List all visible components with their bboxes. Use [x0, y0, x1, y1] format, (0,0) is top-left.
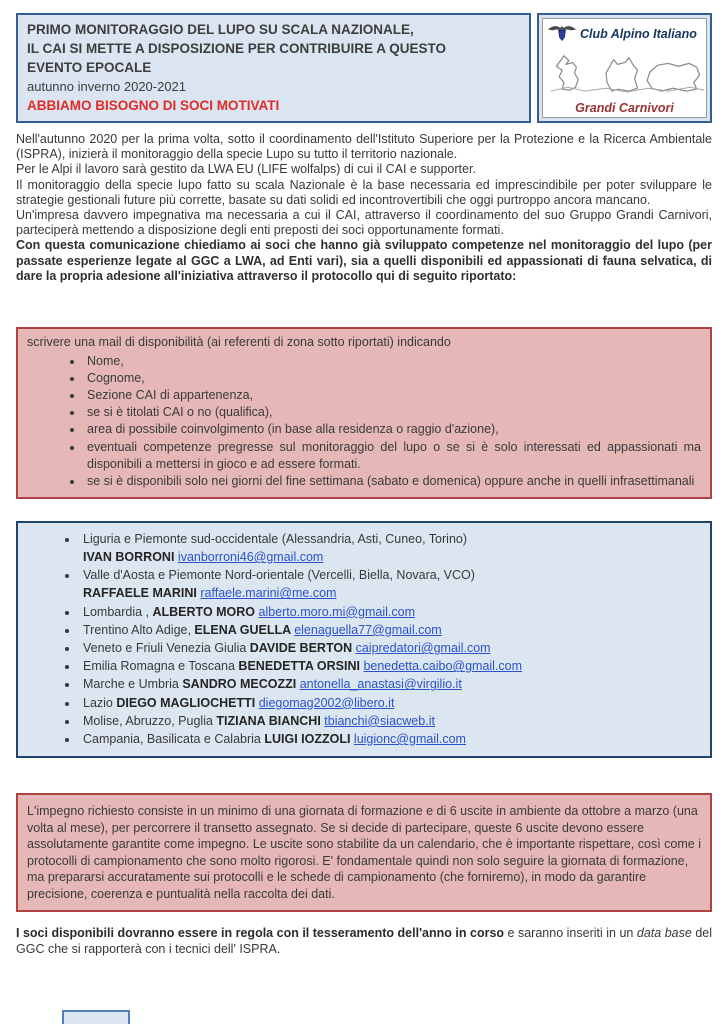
commitment-text: L'impegno richiesto consiste in un minimo di una giornata di formazione e di 6 uscite in ambiente da ottobre a marzo (una volta al mese), per percorrere il transetto assegnato. Se si decide di partecipare, queste 6 uscite devono essere assolutamente garantite come impegno. Le uscite sono stabilite da un calendario, che è importante rispettare, così come i protocolli di campionamento che sono molto rigorosi. E' fondamentale quindi non solo seguire la giornata di formazione, ma prepararsi accuratamente sui protocolli e le schede di campionamento (che forniremo), in modo da garantire precisione, coerenza e puntualità nella raccolta dei dati.: [27, 804, 701, 901]
footer-italic-text: data base: [636, 926, 692, 941]
logo-group-name: Grandi Carnivori: [575, 101, 674, 115]
intro-paragraph-1: Nell'autunno 2020 per la prima volta, sotto il coordinamento dell'Istituto Superiore per la Protezione e la Ricerca Ambientale (ISPRA), inizierà il monitoraggio della specie Lupo su tutto il territorio nazionale.: [16, 132, 712, 162]
contact-region: Marche e Umbria: [83, 677, 183, 692]
contact-name: LUIGI IOZZOLI: [264, 732, 354, 747]
contact-item: [79, 712, 701, 730]
title-box: [16, 13, 531, 123]
contact-item: [79, 730, 701, 748]
contacts-list: [27, 530, 701, 748]
contact-item: [79, 675, 701, 693]
cai-logo: [542, 18, 707, 118]
title-line-3: EVENTO EPOCALE: [27, 60, 152, 75]
contact-region: Lazio: [83, 695, 117, 710]
protocol-item: • se si è disponibili solo nei giorni del fine settimana (sabato e domenica) oppure anche in quelli infrasettimanali: [84, 473, 701, 490]
protocol-item: • eventuali competenze pregresse sul monitoraggio del lupo o se si è solo interessati ed appassionati ma disponibili a mettersi in gioco e ad essere formati.: [84, 439, 701, 473]
contacts-box: [16, 521, 712, 758]
contact-name: SANDRO MECOZZI: [182, 677, 300, 692]
cai-eagle-icon: [547, 22, 577, 45]
contact-item: [79, 639, 701, 657]
intro-paragraph-4: Un'impresa davvero impegnativa ma necessaria a cui il CAI, attraverso il coordinamento del suo Gruppo Grandi Carnivori, parteciperà mettendo a disposizione degli enti preposti dei soci opportunamente formati.: [16, 208, 712, 238]
intro-paragraph-2: Per le Alpi il lavoro sarà gestito da LWA EU (LIFE wolfalps) di cui il CAI e supporter.: [16, 162, 476, 177]
protocol-item: • Sezione CAI di appartenenza,: [84, 387, 701, 404]
contact-region: Lombardia ,: [83, 604, 153, 619]
header-row: [16, 13, 712, 123]
contact-name: ELENA GUELLA: [194, 622, 295, 637]
contact-name: TIZIANA BIANCHI: [216, 713, 325, 728]
contact-item: [79, 621, 701, 639]
contact-region: Liguria e Piemonte sud-occidentale (Alessandria, Asti, Cuneo, Torino): [83, 531, 468, 546]
contact-email-link[interactable]: alberto.moro.mi@gmail.com: [258, 604, 415, 619]
contact-item: [79, 603, 701, 621]
footer-bold-text: I soci disponibili dovranno essere in regola con il tesseramento dell'anno in corso: [16, 926, 505, 941]
protocol-item: • Nome,: [84, 353, 701, 370]
title-line-2: IL CAI SI METTE A DISPOSIZIONE PER CONTRIBUIRE A QUESTO: [27, 41, 447, 56]
protocol-box: [16, 327, 712, 499]
contact-region: Campania, Basilicata e Calabria: [83, 732, 265, 747]
contact-name: ALBERTO MORO: [152, 604, 259, 619]
protocol-item: • Cognome,: [84, 370, 701, 387]
logo-org-name: Club Alpino Italiano: [580, 26, 697, 41]
contact-region: Trentino Alto Adige,: [83, 622, 195, 637]
alert-text: ABBIAMO BISOGNO DI SOCI MOTIVATI: [27, 98, 280, 113]
protocol-item: • se si è titolati CAI o no (qualifica),: [84, 404, 701, 421]
contact-region: Valle d'Aosta e Piemonte Nord-orientale (Vercelli, Biella, Novara, VCO): [83, 568, 475, 583]
contact-item: [79, 530, 701, 566]
contact-item: [79, 657, 701, 675]
contact-email-link[interactable]: benedetta.caibo@gmail.com: [363, 659, 523, 674]
footer-regular-2: del GGC che si rapporterà con i tecnici dell' ISPRA.: [16, 926, 713, 956]
commitment-box: [16, 793, 712, 912]
cai-logo-box: [537, 13, 712, 123]
contact-name: RAFFAELE MARINI: [83, 586, 201, 601]
footer-paragraph: [16, 926, 712, 957]
intro-paragraph-bold: Con questa comunicazione chiediamo ai soci che hanno già sviluppato competenze nel monitoraggio del lupo (per passate esperienze legate al GGC a LWA, ad Enti vari), sia a quelli disponibili ed appassionati di fauna selvatica, di dare la propria adesione all'iniziativa attraverso il protocollo qui di seguito riportato:: [16, 238, 712, 283]
carnivores-outline-icon: [547, 51, 702, 96]
title-line-1: PRIMO MONITORAGGIO DEL LUPO SU SCALA NAZIONALE,: [27, 22, 414, 37]
contact-region: Veneto e Friuli Venezia Giulia: [83, 641, 250, 655]
contact-email-link[interactable]: ivanborroni46@gmail.com: [177, 549, 324, 564]
subtitle: autunno inverno 2020-2021: [27, 79, 187, 94]
contact-email-link[interactable]: raffaele.marini@me.com: [200, 586, 337, 601]
contact-email-link[interactable]: luigionc@gmail.com: [353, 732, 466, 747]
protocol-item: • area di possibile coinvolgimento (in base alla residenza o raggio d'azione),: [84, 421, 701, 438]
contact-email-link[interactable]: diegomag2002@libero.it: [258, 695, 395, 710]
contact-region: Emilia Romagna e Toscana: [83, 659, 239, 674]
cutoff-next-box: [62, 1010, 130, 1024]
protocol-lead: scrivere una mail di disponibilità (ai referenti di zona sotto riportati) indicando: [27, 335, 451, 350]
contact-item: [79, 694, 701, 712]
contact-item: [79, 566, 701, 602]
contact-name: DIEGO MAGLIOCHETTI: [116, 695, 259, 710]
intro-paragraph-3: Il monitoraggio della specie lupo fatto su scala Nazionale è la base necessaria ed imprescindibile per poter sviluppare le strategie gestionali future più corrette, basate su dati solidi ed incontrovertibili che oggi purtroppo ancora mancano.: [16, 177, 712, 207]
protocol-list: [27, 353, 701, 490]
footer-regular-1: e saranno inseriti in un: [504, 926, 637, 941]
contact-email-link[interactable]: caipredatori@gmail.com: [355, 641, 491, 655]
contact-name: DAVIDE BERTON: [249, 641, 356, 655]
contact-name: IVAN BORRONI: [83, 549, 178, 564]
contact-email-link[interactable]: antonella_anastasi@virgilio.it: [299, 677, 462, 692]
contact-region: Molise, Abruzzo, Puglia: [83, 713, 217, 728]
contact-email-link[interactable]: tbianchi@siacweb.it: [324, 713, 435, 728]
contact-email-link[interactable]: elenaguella77@gmail.com: [294, 622, 442, 637]
contact-name: BENEDETTA ORSINI: [238, 659, 364, 674]
intro-section: [16, 132, 712, 284]
